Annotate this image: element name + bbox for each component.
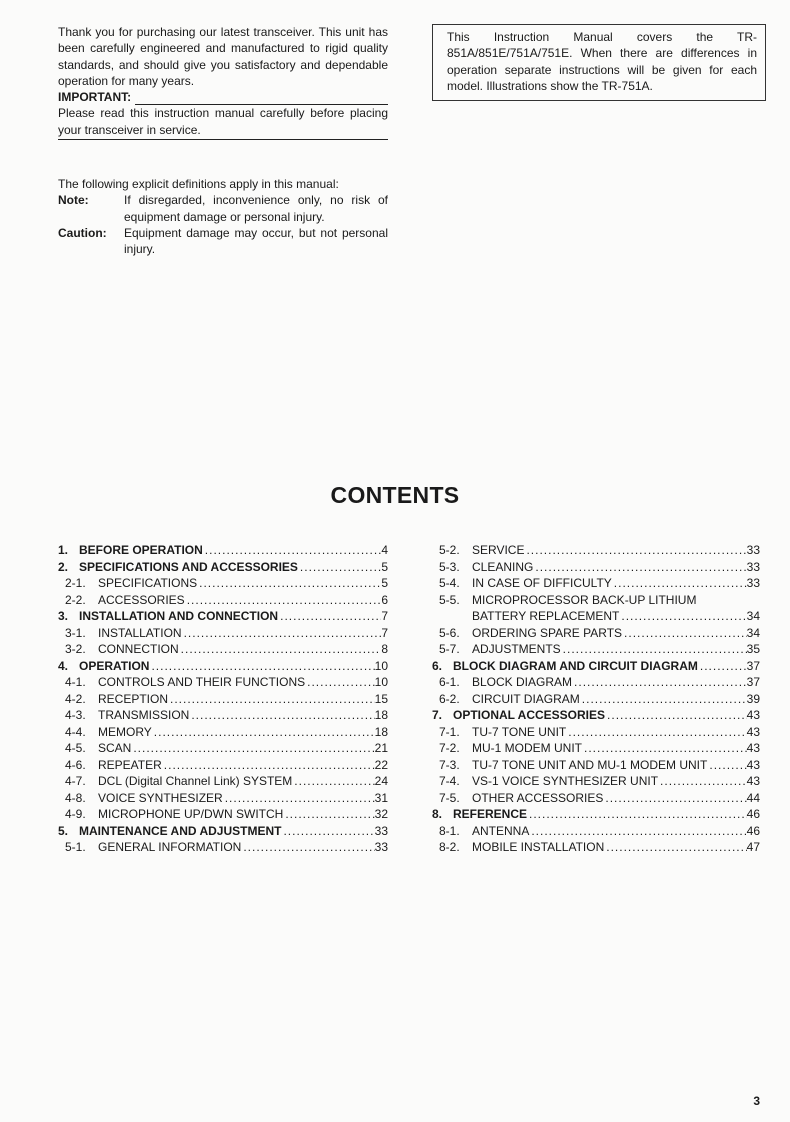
toc-entry-number: 6.	[432, 658, 443, 673]
toc-leader-dots	[152, 724, 375, 741]
toc-entry	[432, 658, 760, 675]
important-text: Please read this instruction manual carefully before placing your transceiver in service.	[58, 105, 388, 140]
toc-entry-number: 4-3.	[65, 708, 86, 722]
contents-title: CONTENTS	[330, 482, 460, 508]
toc-entry-page: 43	[746, 741, 760, 755]
toc-entry-title: DCL (Digital Channel Link) SYSTEM	[98, 774, 293, 788]
toc-leader-dots	[604, 839, 746, 856]
toc-entry-number: 3-1.	[65, 625, 86, 640]
toc-entry-title: VS-1 VOICE SYNTHESIZER UNIT	[472, 774, 659, 788]
toc-leader-dots	[281, 823, 374, 840]
toc-entry	[58, 790, 388, 807]
toc-entry-page: 7	[381, 609, 388, 623]
toc-leader-dots	[131, 740, 374, 757]
toc-leader-dots	[189, 707, 374, 724]
toc-entry	[432, 724, 760, 741]
toc-entry-page: 5	[381, 576, 388, 590]
toc-entry-page: 34	[746, 625, 760, 640]
toc-entry-page: 7	[381, 625, 388, 640]
toc-entry-page: 18	[374, 708, 388, 722]
toc-entry-title: REPEATER	[98, 757, 162, 772]
toc-entry-page: 47	[746, 840, 760, 854]
intro-section	[58, 24, 388, 140]
toc-entry-page: 46	[746, 807, 760, 821]
toc-entry-number: 4-2.	[65, 691, 86, 706]
toc-entry-title: INSTALLATION	[98, 625, 182, 640]
toc-entry-page: 31	[374, 790, 388, 805]
toc-entry-number: 6-1.	[439, 675, 460, 689]
toc-leader-dots	[698, 658, 747, 675]
toc-entry-number: 4-7.	[65, 774, 86, 788]
toc-entry-page: 43	[746, 708, 760, 722]
toc-entry-page: 18	[374, 724, 388, 739]
model-notice-box	[432, 24, 766, 101]
note-definition	[58, 192, 388, 225]
toc-leader-dots	[149, 658, 374, 675]
toc-entry-number: 4-1.	[65, 675, 86, 689]
toc-entry-page: 39	[746, 691, 760, 706]
thank-you-paragraph: Thank you for purchasing our latest transceiver. This unit has been carefully engineered and manufactured to rigid quality standards, and should give you satisfactory and dependable operation for many years.	[58, 25, 388, 88]
toc-entry-continuation	[432, 608, 760, 625]
toc-entry-page: 46	[746, 823, 760, 838]
note-label: Note:	[58, 193, 89, 208]
toc-leader-dots	[612, 575, 747, 592]
caution-text: Equipment damage may occur, but not personal injury.	[124, 225, 388, 257]
toc-leader-dots	[298, 559, 381, 576]
toc-leader-dots	[278, 608, 381, 625]
toc-entry-number: 7.	[432, 708, 443, 722]
toc-entry-number: 8.	[432, 807, 443, 821]
toc-leader-dots	[603, 790, 746, 807]
toc-entry-page: 33	[374, 823, 388, 838]
toc-entry-page: 4	[381, 543, 388, 557]
toc-entry-title: ORDERING SPARE PARTS	[472, 625, 623, 640]
toc-leader-dots	[305, 674, 375, 691]
toc-entry	[58, 559, 388, 576]
toc-entry-number: 2-1.	[65, 576, 86, 590]
toc-entry	[58, 740, 388, 757]
toc-entry-page: 5	[381, 559, 388, 574]
caution-definition	[58, 225, 388, 258]
toc-leader-dots	[524, 542, 746, 559]
toc-entry	[58, 823, 388, 840]
toc-entry-page: 24	[374, 774, 388, 788]
toc-entry-page: 32	[374, 807, 388, 821]
toc-entry	[432, 740, 760, 757]
toc-entry-number: 5-5.	[439, 592, 460, 607]
toc-left-column	[58, 542, 388, 856]
toc-entry	[58, 724, 388, 741]
toc-entry-page: 44	[746, 790, 760, 805]
toc-leader-dots	[566, 724, 746, 741]
toc-entry	[58, 707, 388, 724]
toc-entry	[432, 641, 760, 658]
toc-entry-title: TRANSMISSION	[98, 708, 190, 722]
toc-entry-number: 1.	[58, 543, 69, 557]
toc-leader-dots	[529, 823, 746, 840]
toc-entry-page: 33	[374, 840, 388, 854]
toc-entry	[58, 674, 388, 691]
toc-entry-number: 4-8.	[65, 790, 86, 805]
toc-entry-title: BEFORE OPERATION	[79, 543, 203, 557]
toc-entry-number: 5-4.	[439, 576, 460, 590]
toc-entry	[432, 707, 760, 724]
toc-entry-number: 2.	[58, 559, 69, 574]
toc-leader-dots	[162, 757, 375, 774]
toc-entry-title: GENERAL INFORMATION	[98, 840, 242, 854]
toc-entry	[432, 823, 760, 840]
toc-entry-number: 5-1.	[65, 840, 86, 854]
toc-entry-title: MICROPROCESSOR BACK-UP LITHIUM	[472, 592, 697, 607]
toc-entry-title: MOBILE INSTALLATION	[472, 840, 605, 854]
toc-entry	[432, 575, 760, 592]
toc-entry	[58, 625, 388, 642]
toc-entry-title: CONTROLS AND THEIR FUNCTIONS	[98, 675, 306, 689]
toc-entry-page: 43	[746, 757, 760, 772]
toc-leader-dots	[241, 839, 374, 856]
toc-entry-title: MAINTENANCE AND ADJUSTMENT	[79, 823, 282, 838]
toc-entry-title: ACCESSORIES	[98, 592, 185, 607]
toc-entry-title: IN CASE OF DIFFICULTY	[472, 576, 612, 590]
toc-entry-title: SERVICE	[472, 543, 525, 557]
toc-entry-page: 33	[746, 576, 760, 590]
toc-entry-title: VOICE SYNTHESIZER	[98, 790, 223, 805]
toc-entry-page: 33	[746, 543, 760, 557]
toc-leader-dots	[580, 691, 747, 708]
toc-entry-title: RECEPTION	[98, 691, 169, 706]
toc-entry-number: 4-4.	[65, 724, 86, 739]
note-text: If disregarded, inconvenience only, no risk of equipment damage or personal injury.	[124, 193, 388, 224]
toc-entry-page: 37	[746, 675, 760, 689]
toc-entry-number: 7-5.	[439, 790, 460, 805]
important-label: IMPORTANT:	[58, 90, 132, 105]
toc-entry	[58, 806, 388, 823]
toc-entry-number: 3-2.	[65, 642, 86, 656]
toc-entry-page: 34	[746, 609, 760, 623]
caution-label: Caution:	[58, 225, 107, 240]
toc-entry-number: 5-6.	[439, 625, 460, 640]
toc-entry	[58, 757, 388, 774]
toc-entry	[432, 592, 760, 609]
toc-leader-dots	[185, 592, 382, 609]
toc-entry-title: REFERENCE	[453, 807, 528, 821]
toc-entry	[58, 691, 388, 708]
toc-leader-dots	[197, 575, 381, 592]
toc-entry-title: CONNECTION	[98, 642, 179, 656]
toc-leader-dots	[203, 542, 382, 559]
toc-entry-title: CLEANING	[472, 559, 534, 574]
toc-entry	[432, 674, 760, 691]
toc-leader-dots	[182, 625, 382, 642]
toc-entry	[432, 625, 760, 642]
important-rule	[135, 94, 388, 105]
toc-leader-dots	[605, 707, 747, 724]
toc-leader-dots	[622, 625, 747, 642]
toc-entry-title: MICROPHONE UP/DWN SWITCH	[98, 807, 284, 821]
toc-entry-title: ANTENNA	[472, 823, 530, 838]
toc-entry-page: 33	[746, 559, 760, 574]
important-heading	[58, 89, 388, 105]
toc-leader-dots	[292, 773, 374, 790]
toc-right-column	[432, 542, 760, 856]
toc-leader-dots	[582, 740, 747, 757]
toc-entry-number: 5.	[58, 823, 69, 838]
toc-entry-number: 4-9.	[65, 807, 86, 821]
toc-entry	[432, 839, 760, 856]
toc-entry-number: 4-6.	[65, 757, 86, 772]
toc-leader-dots	[527, 806, 747, 823]
toc-entry-number: 7-2.	[439, 741, 460, 755]
toc-entry-title: SPECIFICATIONS	[98, 576, 198, 590]
toc-entry-page: 15	[374, 691, 388, 706]
toc-leader-dots	[658, 773, 747, 790]
toc-entry	[432, 691, 760, 708]
toc-entry	[58, 658, 388, 675]
toc-leader-dots	[168, 691, 375, 708]
toc-entry-title: INSTALLATION AND CONNECTION	[79, 609, 279, 623]
toc-entry-title: SPECIFICATIONS AND ACCESSORIES	[79, 559, 298, 574]
toc-leader-dots	[283, 806, 374, 823]
toc-entry-page: 22	[374, 757, 388, 772]
toc-entry-title: MU-1 MODEM UNIT	[472, 741, 582, 755]
toc-entry-title: OPTIONAL ACCESSORIES	[453, 708, 606, 722]
toc-entry	[432, 773, 760, 790]
toc-entry-number: 7-1.	[439, 724, 460, 739]
toc-entry-number: 7-4.	[439, 774, 460, 788]
toc-entry-number: 8-2.	[439, 840, 460, 854]
toc-entry-title: OTHER ACCESSORIES	[472, 790, 604, 805]
toc-entry-number: 5-2.	[439, 543, 460, 557]
toc-entry-page: 43	[746, 774, 760, 788]
toc-entry-title: BLOCK DIAGRAM AND CIRCUIT DIAGRAM	[453, 658, 698, 673]
toc-entry-page: 21	[374, 741, 388, 755]
toc-entry-number: 5-3.	[439, 559, 460, 574]
model-notice-text: This Instruction Manual covers the TR-851A/851E/751A/751E. When there are differences in operation separate instructions will be given for each model. Illustrations show the TR-751A.	[447, 30, 757, 93]
toc-entry-number: 7-3.	[439, 757, 460, 772]
toc-entry-page: 8	[381, 642, 388, 656]
toc-entry-title: OPERATION	[79, 658, 150, 673]
toc-entry	[58, 592, 388, 609]
toc-entry-title: SCAN	[98, 741, 132, 755]
toc-entry	[432, 542, 760, 559]
toc-entry-page: 10	[374, 675, 388, 689]
toc-entry	[58, 542, 388, 559]
page-number: 3	[753, 1094, 760, 1108]
toc-entry-number: 4.	[58, 658, 69, 673]
toc-entry-number: 3.	[58, 609, 69, 623]
toc-entry-page: 35	[746, 642, 760, 656]
definitions-section	[58, 176, 388, 257]
toc-entry	[432, 806, 760, 823]
toc-entry	[58, 575, 388, 592]
toc-entry	[58, 641, 388, 658]
toc-entry	[432, 790, 760, 807]
toc-entry-number: 2-2.	[65, 592, 86, 607]
definitions-intro: The following explicit definitions apply in this manual:	[58, 177, 339, 191]
toc-entry-title: BLOCK DIAGRAM	[472, 675, 573, 689]
toc-entry-number: 6-2.	[439, 691, 460, 706]
toc-entry	[58, 608, 388, 625]
toc-leader-dots	[561, 641, 747, 658]
toc-entry	[58, 839, 388, 856]
toc-entry-title: BATTERY REPLACEMENT	[472, 609, 620, 623]
toc-entry-title: TU-7 TONE UNIT AND MU-1 MODEM UNIT	[472, 757, 708, 772]
toc-entry-number: 5-7.	[439, 642, 460, 656]
toc-entry	[432, 559, 760, 576]
toc-leader-dots	[619, 608, 746, 625]
toc-leader-dots	[179, 641, 382, 658]
toc-entry-number: 8-1.	[439, 823, 460, 838]
toc-entry-number: 4-5.	[65, 741, 86, 755]
toc-entry-title: MEMORY	[98, 724, 152, 739]
toc-leader-dots	[533, 559, 746, 576]
toc-entry-page: 37	[746, 658, 760, 673]
toc-entry-page: 6	[381, 592, 388, 607]
toc-entry	[432, 757, 760, 774]
toc-entry-title: ADJUSTMENTS	[472, 642, 561, 656]
toc-leader-dots	[223, 790, 375, 807]
toc-entry-title: TU-7 TONE UNIT	[472, 724, 567, 739]
toc-entry-page: 10	[374, 658, 388, 673]
toc-leader-dots	[707, 757, 746, 774]
toc-leader-dots	[572, 674, 747, 691]
toc-entry-title: CIRCUIT DIAGRAM	[472, 691, 580, 706]
toc-entry	[58, 773, 388, 790]
toc-entry-page: 43	[746, 724, 760, 739]
